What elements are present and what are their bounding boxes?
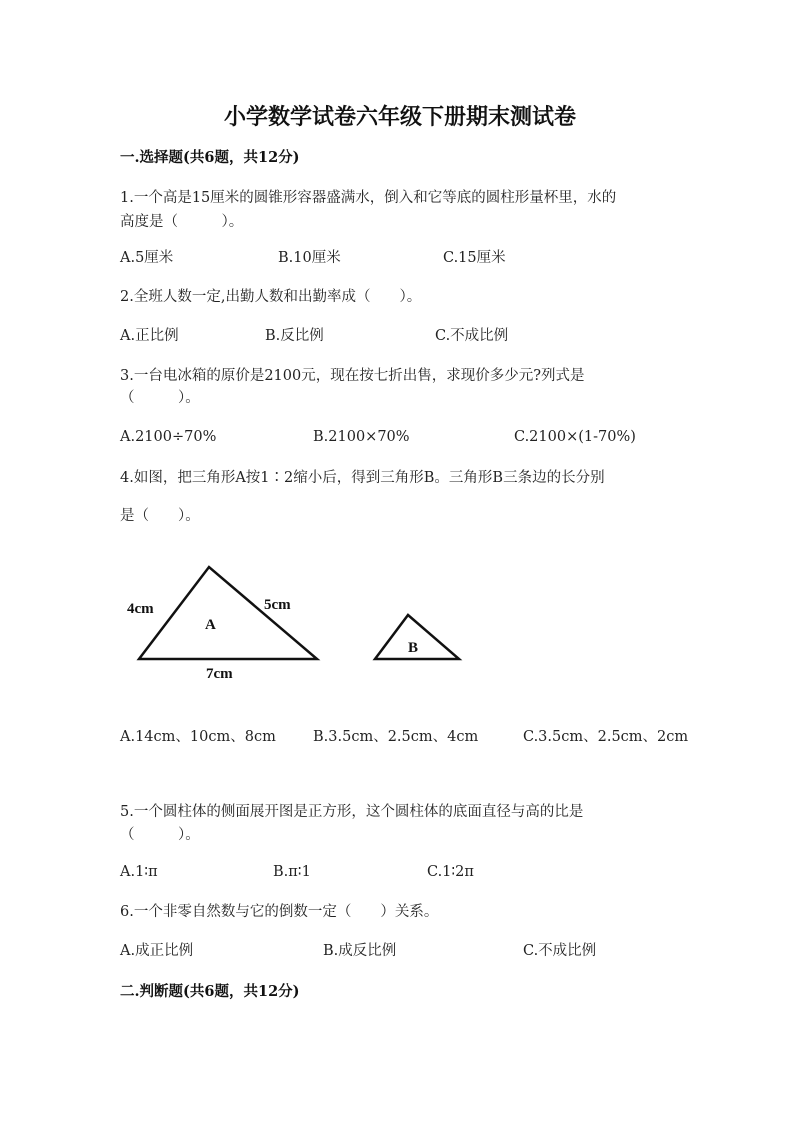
q1-option-a: A.5厘米 <box>120 250 174 266</box>
q1-option-b: B.10厘米 <box>278 250 341 266</box>
q6-option-c: C.不成比例 <box>523 943 597 959</box>
section-heading-1: 一.选择题(共6题，共12分) <box>120 149 300 166</box>
question-3-line-1: 3.一台电冰箱的原价是2100元，现在按七折出售，求现价多少元?列式是 <box>120 368 585 384</box>
side-label-5cm: 5cm <box>264 597 291 613</box>
page-title: 小学数学试卷六年级下册期末测试卷 <box>223 104 576 130</box>
q5-option-c: C.1∶2π <box>427 864 474 880</box>
q2-option-b: B.反比例 <box>265 328 324 344</box>
q6-option-a: A.成正比例 <box>120 943 194 959</box>
triangle-a <box>139 567 317 659</box>
q3-option-b: B.2100×70% <box>313 429 410 445</box>
question-4-line-2: 是（ ）。 <box>120 508 200 524</box>
question-4-line-1: 4.如图，把三角形A按1∶2缩小后，得到三角形B。三角形B三条边的长分别 <box>120 470 605 486</box>
q3-option-c: C.2100×(1-70%) <box>514 429 636 445</box>
question-5-line-2: （ ）。 <box>120 827 200 843</box>
question-6-line-1: 6.一个非零自然数与它的倒数一定（ ）关系。 <box>120 904 439 920</box>
q1-option-c: C.15厘米 <box>443 250 506 266</box>
question-1-line-2: 高度是（ ）。 <box>120 214 244 230</box>
q4-option-b: B.3.5cm、2.5cm、4cm <box>313 729 479 745</box>
q3-option-a: A.2100÷70% <box>120 429 217 445</box>
question-5-line-1: 5.一个圆柱体的侧面展开图是正方形，这个圆柱体的底面直径与高的比是 <box>120 804 584 820</box>
triangle-a-label: A <box>205 617 216 633</box>
q5-option-a: A.1∶π <box>120 864 158 880</box>
section-heading-2: 二.判断题(共6题，共12分) <box>120 983 300 1000</box>
q2-option-a: A.正比例 <box>120 328 179 344</box>
side-label-4cm: 4cm <box>127 601 154 617</box>
q6-option-b: B.成反比例 <box>323 943 397 959</box>
q5-option-b: B.π∶1 <box>273 864 311 880</box>
q4-option-c: C.3.5cm、2.5cm、2cm <box>523 729 689 745</box>
triangle-b-label: B <box>408 640 419 656</box>
q2-option-c: C.不成比例 <box>435 328 509 344</box>
question-2-line-1: 2.全班人数一定,出勤人数和出勤率成（ ）。 <box>120 289 422 305</box>
q4-option-a: A.14cm、10cm、8cm <box>120 729 276 745</box>
question-3-line-2: （ ）。 <box>120 390 200 406</box>
question-1-line-1: 1.一个高是15厘米的圆锥形容器盛满水，倒入和它等底的圆柱形量杯里，水的 <box>120 190 617 206</box>
side-label-7cm: 7cm <box>206 666 233 682</box>
